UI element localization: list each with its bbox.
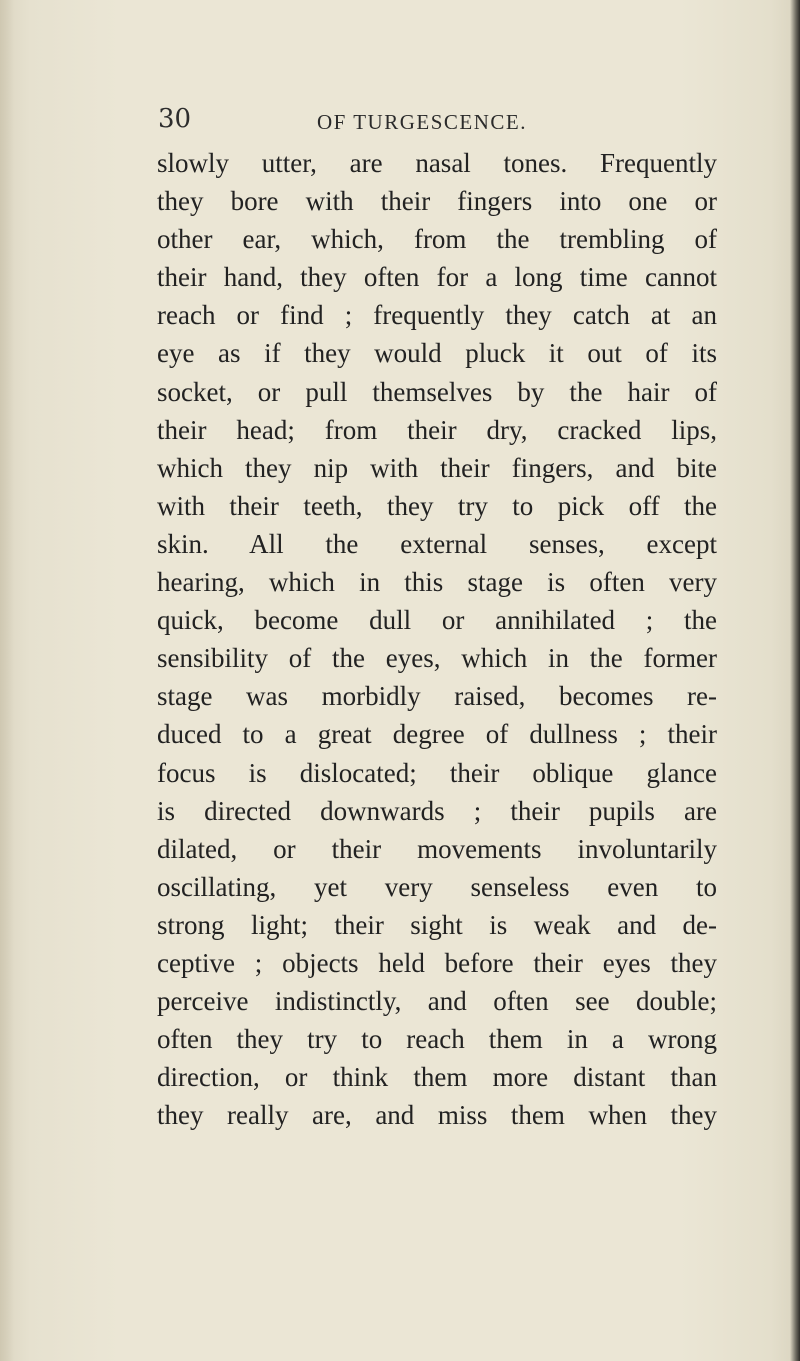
text-line: skin. All the external senses, except (157, 528, 717, 559)
text-line: is directed downwards ; their pupils are (157, 795, 717, 826)
page-edge-shadow (790, 0, 800, 1361)
page-number: 30 (158, 104, 192, 134)
text-line: stage was morbidly raised, becomes re- (157, 681, 717, 712)
text-line: quick, become dull or annihilated ; the (157, 605, 717, 636)
text-line: other ear, which, from the trembling of (157, 224, 717, 255)
text-line: oscillating, yet very senseless even to (157, 871, 717, 902)
page-header (158, 106, 718, 142)
text-line: eye as if they would pluck it out of its (157, 338, 717, 369)
text-line: which they nip with their fingers, and bite (157, 452, 717, 483)
text-line: perceive indistinctly, and often see double; (157, 986, 717, 1017)
text-line: their head; from their dry, cracked lips, (157, 414, 717, 445)
text-line: direction, or think them more distant than (157, 1062, 717, 1093)
text-line: reach or find ; frequently they catch at an (157, 300, 717, 331)
text-line: with their teeth, they try to pick off the (157, 490, 717, 521)
body-text (157, 144, 717, 1154)
text-line: they really are, and miss them when they (157, 1100, 717, 1131)
text-line: often they try to reach them in a wrong (157, 1024, 717, 1055)
text-line: socket, or pull themselves by the hair of (157, 376, 717, 407)
page-gutter-shadow (0, 0, 14, 1361)
text-line: hearing, which in this stage is often very (157, 567, 717, 598)
text-line: strong light; their sight is weak and de- (157, 909, 717, 940)
running-head: OF TURGESCENCE. (317, 110, 527, 134)
text-line: focus is dislocated; their oblique glance (157, 757, 717, 788)
text-line: they bore with their fingers into one or (157, 186, 717, 217)
text-line: duced to a great degree of dullness ; their (157, 719, 717, 750)
text-line: slowly utter, are nasal tones. Frequently (157, 148, 717, 178)
text-line: ceptive ; objects held before their eyes they (157, 947, 717, 978)
text-line: dilated, or their movements involuntarily (157, 833, 717, 864)
text-line: their hand, they often for a long time cannot (157, 262, 717, 293)
text-line: sensibility of the eyes, which in the former (157, 643, 717, 674)
